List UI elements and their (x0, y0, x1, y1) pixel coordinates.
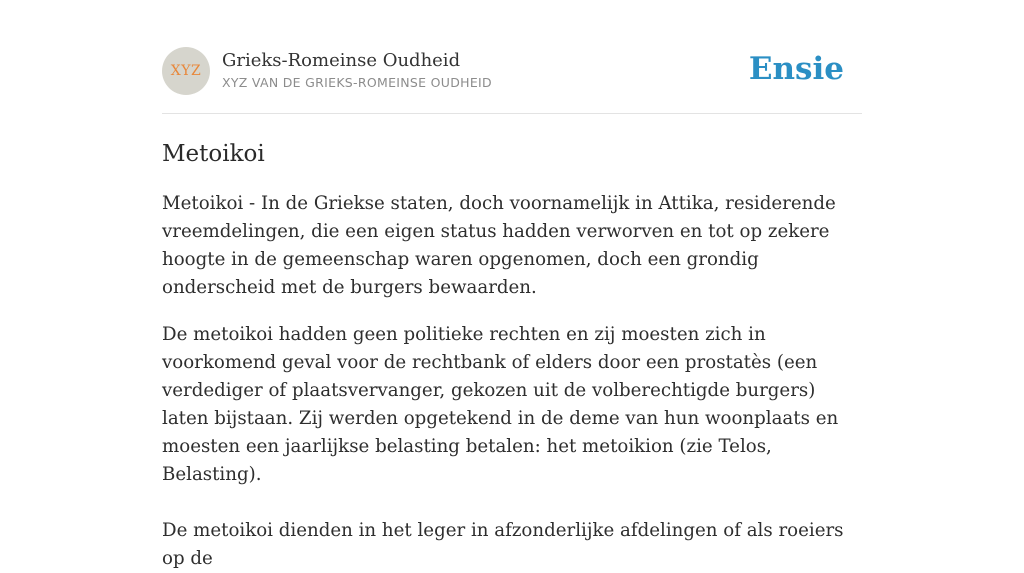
article-title: Metoikoi (162, 141, 265, 167)
source-info (222, 52, 492, 90)
article-paragraph: De metoikoi dienden in het leger in afzonderlijke afdelingen of als roeiers op de (162, 520, 844, 569)
header-divider (162, 113, 862, 114)
ensie-logo-link[interactable]: Ensie (748, 51, 844, 87)
source-subtitle: XYZ VAN DE GRIEKS-ROMEINSE OUDHEID (222, 75, 492, 90)
article-paragraph: De metoikoi hadden geen politieke rechten en zij moesten zich in voorkomend geval voor de rechtbank of elders door een prostatès (een verdediger of plaatsvervanger, gekozen uit de volberechtigde burgers) laten bijstaan. Zij werden opgetekend in de deme van hun woonplaats en moesten een jaarlijkse belasting betalen: het metoikion (zie Telos, Belasting). (162, 324, 839, 485)
article-paragraph: Metoikoi - In de Griekse staten, doch voornamelijk in Attika, residerende vreemdelingen, die een eigen status hadden verworven en tot op zekere hoogte in de gemeenschap waren opgenomen, doch een grondig onderscheid met de burgers bewaarden. (162, 193, 836, 298)
source-header (162, 47, 862, 95)
source-title[interactable]: Grieks-Romeinse Oudheid (222, 50, 461, 71)
page (162, 0, 862, 573)
source-avatar[interactable]: XYZ (162, 47, 210, 95)
